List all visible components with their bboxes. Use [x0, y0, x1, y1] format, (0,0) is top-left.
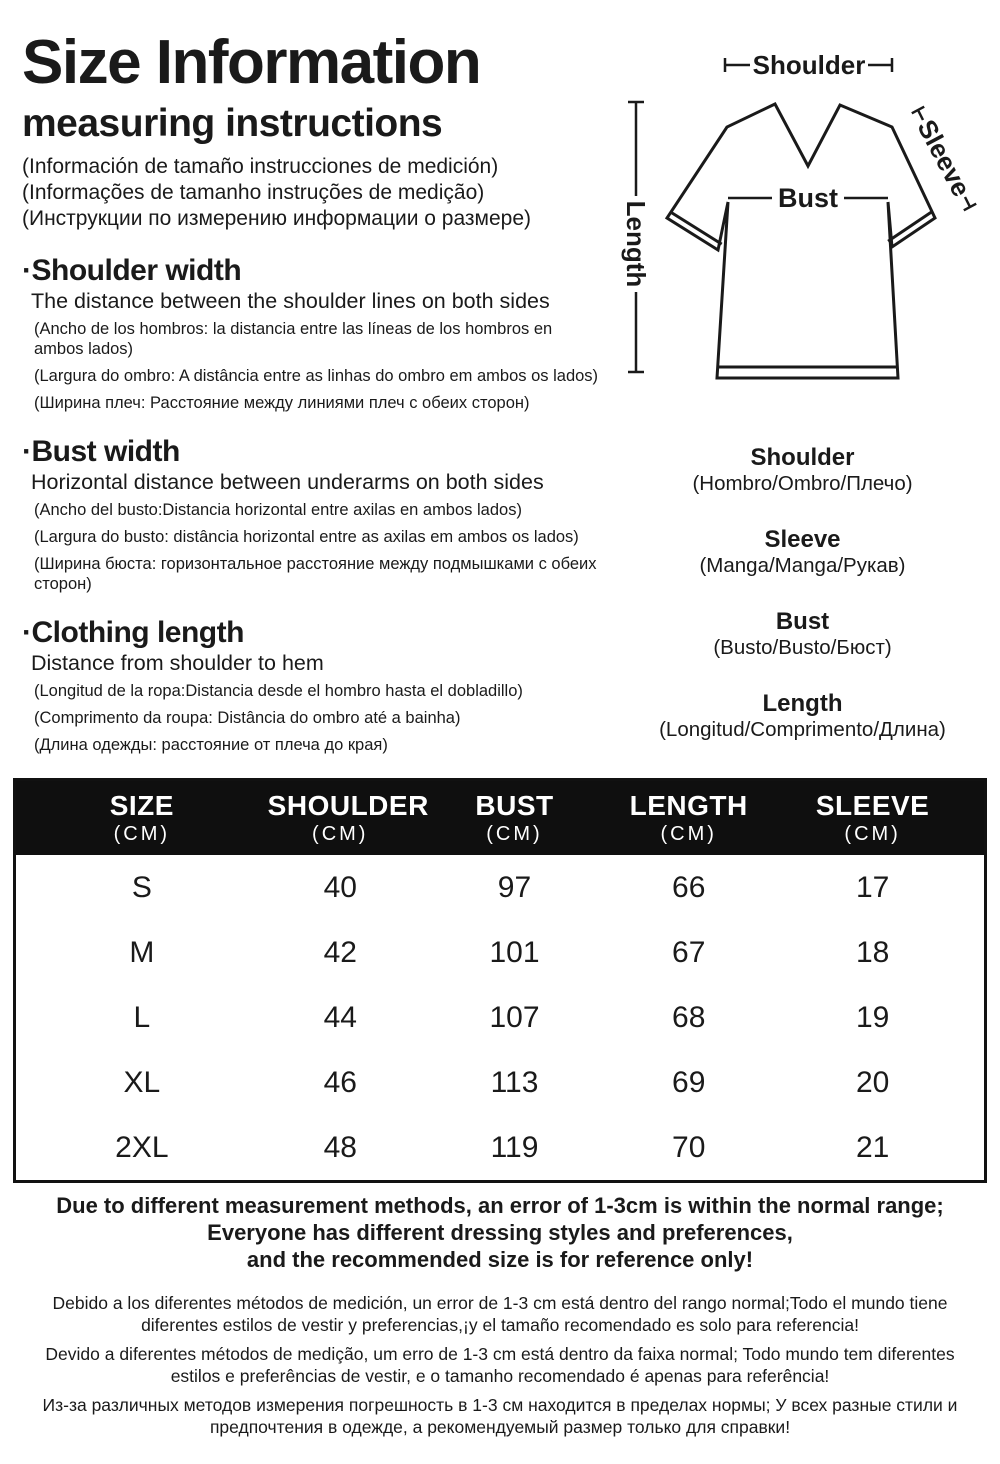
- section-translation-pt: (Comprimento da roupa: Distância do ombro até a bainha): [34, 709, 461, 727]
- legend-shoulder: [605, 444, 1000, 496]
- measure-lines: [628, 58, 976, 372]
- legend-translation: (Hombro/Ombro/Плечо): [692, 472, 913, 495]
- column-header-shoulder: [267, 789, 429, 847]
- table-cell: 119: [490, 1130, 539, 1164]
- row-size-label: S: [131, 870, 152, 904]
- note-english-line1: Due to different measurement methods, an error of 1-3cm is within the normal range;: [56, 1193, 944, 1218]
- title-translation-es: (Información de tamaño instrucciones de medición): [22, 155, 499, 178]
- section-translations: [22, 681, 604, 755]
- measure-label-legend: [605, 428, 1000, 772]
- bullet: ·: [22, 254, 32, 287]
- section-translation-ru: (Ширина бюста: горизонтальное расстояние между подмышками с обеих сторон): [34, 555, 597, 593]
- page-subtitle: measuring instructions: [22, 102, 443, 145]
- section-translation-es: (Longitud de la ropa:Distancia desde el hombro hasta el dobladillo): [34, 682, 523, 700]
- legend-sleeve: [605, 526, 1000, 578]
- title-translation-pt: (Informações de tamanho instruções de medição): [22, 181, 485, 204]
- title-translations: [22, 154, 604, 232]
- section-translation-pt: (Largura do busto: distância horizontal entre as axilas em ambos os lados): [34, 528, 579, 546]
- table-cell: 44: [323, 1000, 357, 1034]
- diagram-length-label: Length: [621, 200, 651, 288]
- diagram-bust-label: Bust: [778, 183, 838, 213]
- section-title: [22, 435, 604, 469]
- section-description: Distance from shoulder to hem: [31, 651, 324, 675]
- section-translation-ru: (Ширина плеч: Расстояние между линиями плеч с обеих сторон): [34, 394, 530, 412]
- column-header-length: [616, 790, 761, 847]
- section-title: [22, 616, 604, 650]
- section-translation-es: (Ancho del busto:Distancia horizontal entre axilas en ambos lados): [34, 501, 522, 519]
- column-label: BUST: [475, 789, 554, 821]
- table-cell: 21: [855, 1130, 890, 1164]
- section-translations: [22, 319, 604, 413]
- table-row-l: [16, 985, 984, 1050]
- section-clothing-length: [22, 616, 604, 755]
- row-size-label: M: [129, 935, 155, 969]
- table-cell: 42: [323, 935, 357, 969]
- section-translation-es: (Ancho de los hombros: la distancia entre las líneas de los hombros en ambos lados): [34, 320, 553, 358]
- section-translations: [22, 500, 604, 594]
- column-unit: (CM): [660, 822, 717, 845]
- page-title: Size Information: [22, 28, 481, 97]
- column-label: SHOULDER: [267, 789, 429, 821]
- column-label: SIZE: [109, 789, 174, 821]
- column-unit: (CM): [312, 822, 369, 845]
- column-unit: (CM): [844, 822, 901, 845]
- note-russian: Из-за различных методов измерения погрешность в 1-3 см находится в пределах нормы; У всех разные стили и предпочтения в одежде, а рекомендуемый размер только для справки!: [42, 1395, 958, 1437]
- table-row-xl: [16, 1050, 984, 1115]
- bullet: ·: [22, 435, 32, 468]
- table-cell: 40: [323, 870, 357, 904]
- section-translation-ru: (Длина одежды: расстояние от плеча до края): [34, 736, 388, 754]
- column-header-size: [16, 790, 268, 847]
- note-portuguese: Devido a diferentes métodos de medição, um erro de 1-3 cm está dentro da faixa normal; Todo mundo tem diferentes estilos e preferências de vestir, e o tamanho recomendado é apenas para referência!: [45, 1344, 955, 1386]
- diagram-sleeve-label: Sleeve: [911, 114, 977, 202]
- table-cell: 46: [323, 1065, 357, 1099]
- tshirt-diagram-svg: [600, 20, 1000, 420]
- table-row-s: [16, 855, 984, 920]
- size-table-header: [16, 781, 984, 855]
- table-row-m: [16, 920, 984, 985]
- column-unit: (CM): [486, 822, 543, 845]
- legend-label: Shoulder: [750, 444, 855, 471]
- left-cuff-line: [671, 212, 722, 244]
- table-cell: 113: [490, 1065, 539, 1099]
- table-cell: 17: [855, 870, 890, 904]
- section-description: The distance between the shoulder lines on both sides: [31, 289, 550, 313]
- diagram-shoulder-label: Shoulder: [752, 50, 866, 80]
- row-size-label: L: [133, 1000, 151, 1034]
- intro-column: [22, 30, 604, 762]
- legend-translation: (Manga/Manga/Рукав): [699, 554, 906, 577]
- column-label: LENGTH: [629, 789, 748, 821]
- table-cell: 20: [855, 1065, 890, 1099]
- note-spanish: Debido a los diferentes métodos de medición, un error de 1-3 cm está dentro del rango normal;Todo el mundo tiene diferentes estilos de vestir y preferencias,¡y el tamaño recomendado es solo para referencia!: [52, 1293, 948, 1335]
- row-size-label: XL: [123, 1065, 161, 1099]
- note-english: [0, 1192, 1000, 1273]
- legend-length: [605, 690, 1000, 742]
- section-title: [22, 254, 604, 288]
- legend-label: Length: [762, 690, 843, 717]
- table-cell: 19: [855, 1000, 890, 1034]
- column-header-bust: [413, 790, 616, 847]
- section-shoulder-width: [22, 254, 604, 413]
- note-english-line2: Everyone has different dressing styles and preferences,: [207, 1220, 793, 1245]
- table-row-2xl: [16, 1115, 984, 1180]
- note-english-line3: and the recommended size is for reference only!: [246, 1247, 754, 1272]
- size-table: [13, 778, 987, 1183]
- legend-bust: [605, 608, 1000, 660]
- section-translation-pt: (Largura do ombro: A distância entre as linhas do ombro em ambos os lados): [34, 367, 599, 385]
- footer-notes: [0, 1192, 1000, 1438]
- size-table-body: [16, 855, 984, 1180]
- legend-translation: (Longitud/Comprimento/Длина): [659, 718, 946, 741]
- tshirt-outline: [667, 104, 935, 378]
- table-cell: 107: [489, 1000, 540, 1034]
- column-unit: (CM): [113, 822, 171, 845]
- table-cell: 48: [323, 1130, 357, 1164]
- table-cell: 97: [497, 870, 532, 904]
- row-size-label: 2XL: [115, 1130, 169, 1164]
- legend-translation: (Busto/Busto/Бюст): [713, 636, 892, 659]
- column-header-sleeve: [761, 790, 984, 847]
- section-bust-width: [22, 435, 604, 594]
- bullet: ·: [22, 616, 32, 649]
- table-cell: 68: [672, 1000, 706, 1034]
- table-cell: 101: [489, 935, 540, 969]
- legend-label: Sleeve: [764, 526, 841, 553]
- legend-label: Bust: [775, 608, 830, 635]
- table-cell: 66: [672, 870, 706, 904]
- section-title-text: Bust width: [31, 435, 180, 468]
- table-cell: 69: [672, 1065, 706, 1099]
- table-cell: 70: [672, 1130, 706, 1164]
- title-translation-ru: (Инструкции по измерению информации о размере): [22, 207, 532, 230]
- table-cell: 18: [855, 935, 890, 969]
- tshirt-measurement-diagram: [600, 20, 1000, 420]
- section-title-text: Clothing length: [31, 616, 244, 649]
- section-title-text: Shoulder width: [31, 254, 242, 287]
- table-cell: 67: [672, 935, 706, 969]
- column-label: SLEEVE: [815, 789, 930, 821]
- section-description: Horizontal distance between underarms on both sides: [31, 470, 544, 494]
